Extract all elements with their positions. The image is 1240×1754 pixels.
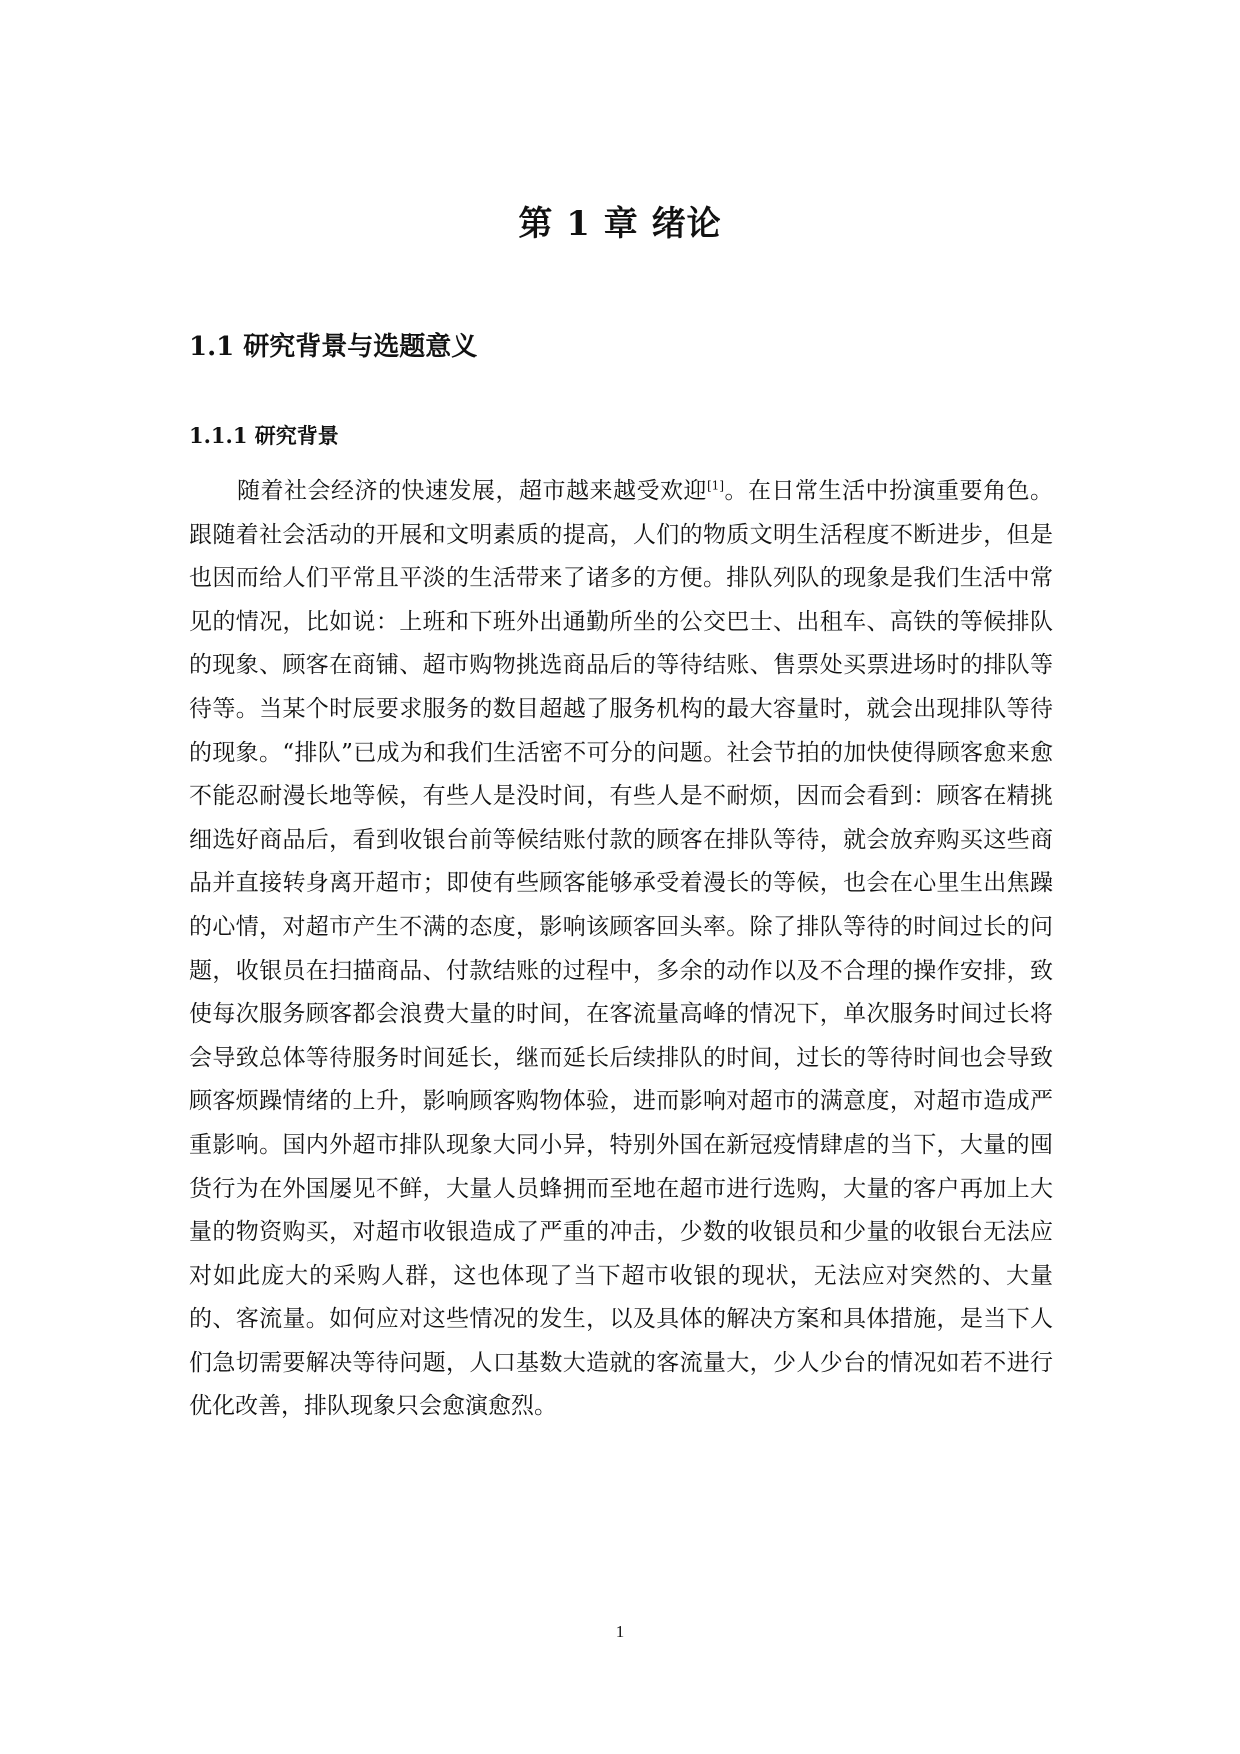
paragraph-text-rest: 。在日常生活中扮演重要角色。跟随着社会活动的开展和文明素质的提高，人们的物质文明生活程度不断进步，但是也因而给人们平常且平淡的生活带来了诸多的方便。排队列队的现象是我们生活中常见的情况，比如说：上班和下班外出通勤所坐的公交巴士、出租车、高铁的等候排队的现象、顾客在商铺、超市购物挑选商品后的等待结账、售票处买票进场时的排队等待等。当某个时辰要求服务的数目超越了服务机构的最大容量时，就会出现排队等待的现象。“排队”已成为和我们生活密不可分的问题。社会节拍的加快使得顾客愈来愈不能忍耐漫长地等候，有些人是没时间，有些人是不耐烦，因而会看到：顾客在精挑细选好商品后，看到收银台前等候结账付款的顾客在排队等待，就会放弃购买这些商品并直接转身离开超市；即使有些顾客能够承受着漫长的等候，也会在心里生出焦躁的心情，对超市产生不满的态度，影响该顾客回头率。除了排队等待的时间过长的问题，收银员在扫描商品、付款结账的过程中，多余的动作以及不合理的操作安排，致使每次服务顾客都会浪费大量的时间，在客流量高峰的情况下，单次服务时间过长将会导致总体等待服务时间延长，继而延长后续排队的时间，过长的等待时间也会导致顾客烦躁情绪的上升，影响顾客购物体验，进而影响对超市的满意度，对超市造成严重影响。国内外超市排队现象大同小异，特别外国在新冠疫情肆虐的当下，大量的囤货行为在外国屡见不鲜，大量人员蜂拥而至地在超市进行选购，大量的客户再加上大量的物资购买，对超市收银造成了严重的冲击，少数的收银员和少量的收银台无法应对如此庞大的采购人群，这也体现了当下超市收银的现状，无法应对突然的、大量的、客流量。如何应对这些情况的发生，以及具体的解决方案和具体措施，是当下人们急切需要解决等待问题，人口基数大造就的客流量大，少人少台的情况如若不进行优化改善，排队现象只会愈演愈烈。: [189, 478, 1053, 1420]
subsection-title: 1.1.1 研究背景: [189, 423, 339, 448]
section-title: 1.1 研究背景与选题意义: [189, 332, 478, 362]
body-paragraph: [189, 470, 1053, 1429]
chapter-title: 第 1 章 绪论: [518, 204, 722, 244]
paragraph-text-start: 随着社会经济的快速发展，超市越来越受欢迎: [237, 478, 707, 504]
citation-reference: [1]: [707, 478, 724, 493]
page-number: 1: [615, 1622, 625, 1641]
